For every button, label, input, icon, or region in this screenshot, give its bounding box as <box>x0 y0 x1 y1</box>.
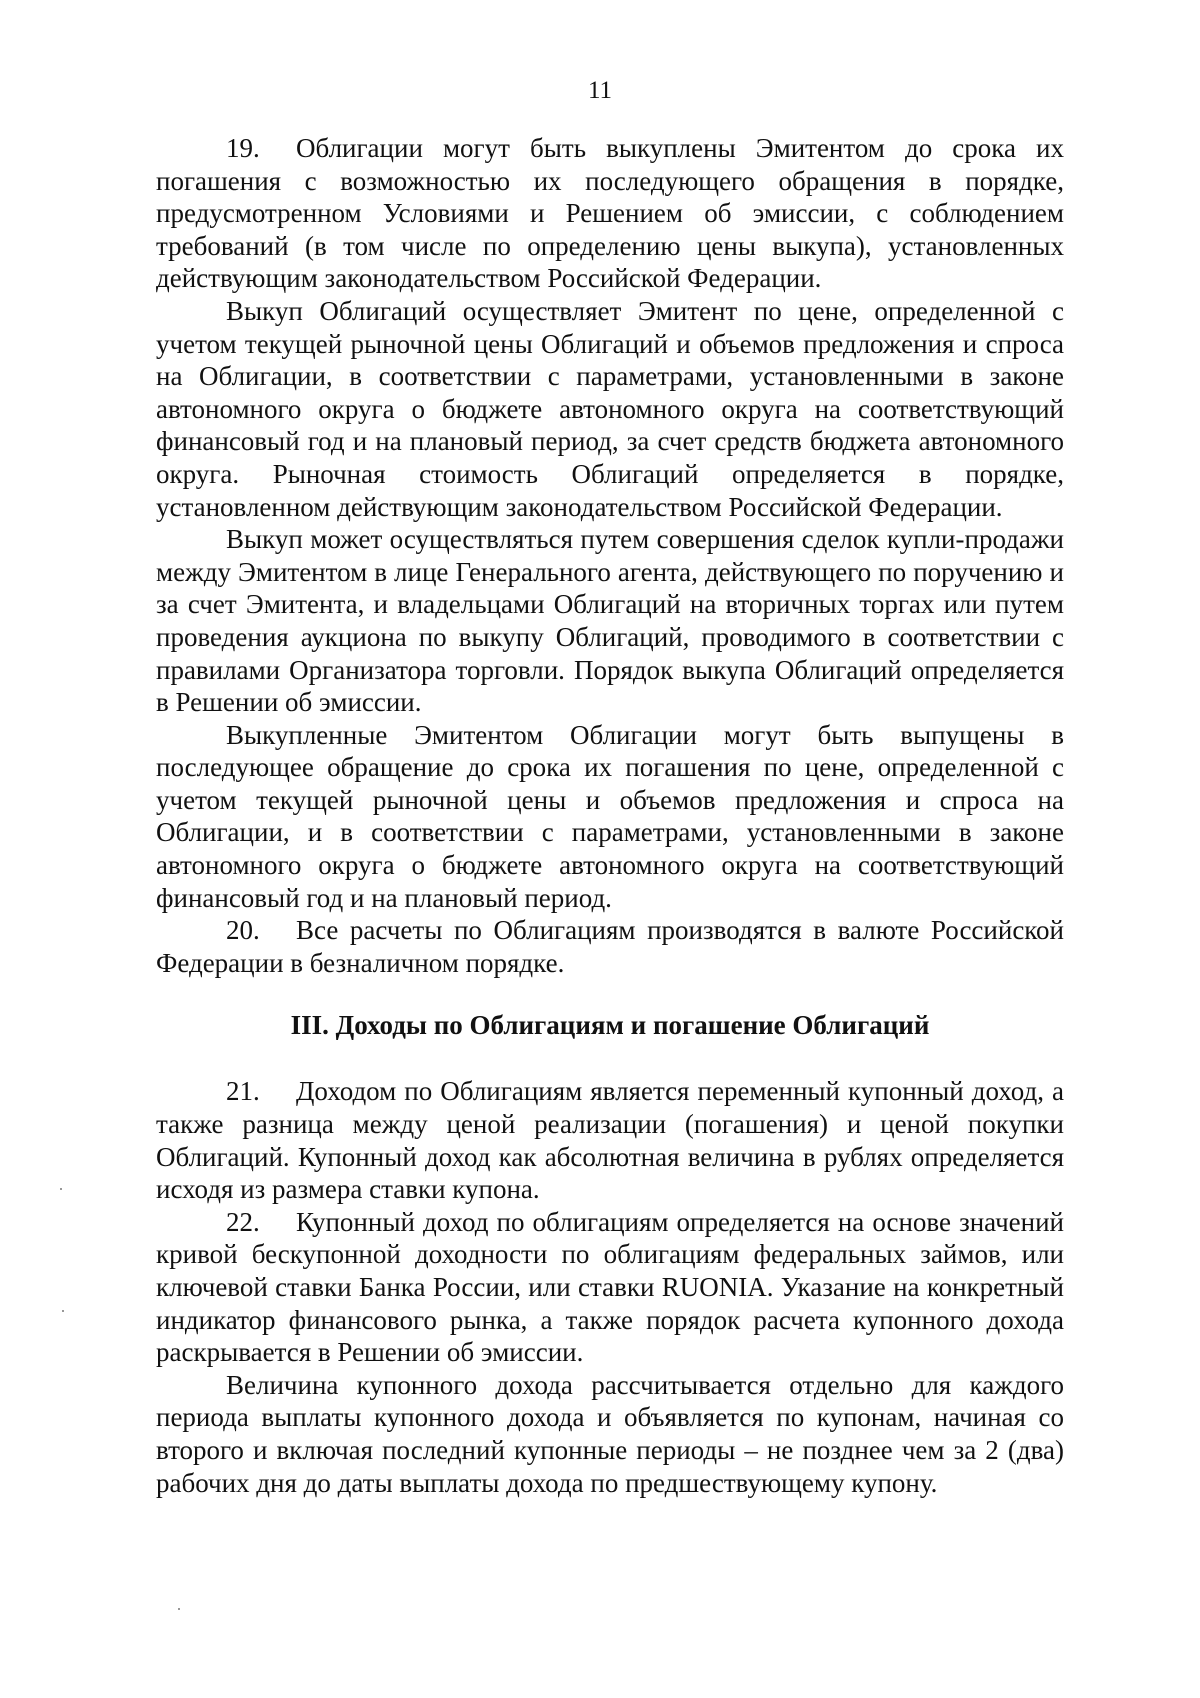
paragraph-text: Доходом по Облигациям является переменный купонный доход, а также разница между ценой реализации (погашения) и ценой покупки Облигаций. Купонный доход как абсолютная величина в рублях определяется исходя из размера ставки купона. <box>156 1076 1064 1205</box>
scan-speck <box>178 1608 180 1610</box>
paragraph-number: 19. <box>226 133 260 163</box>
paragraphs-before-heading <box>156 132 1064 979</box>
paragraph-number: 20. <box>226 915 260 946</box>
paragraph <box>156 1369 1064 1499</box>
section-heading: III. Доходы по Облигациям и погашение Облигаций <box>290 1010 930 1041</box>
paragraph-number: 22. <box>226 1206 260 1237</box>
paragraph <box>156 1206 1064 1369</box>
paragraph-text: Величина купонного дохода рассчитывается отдельно для каждого периода выплаты купонного дохода и объявляется по купонам, начиная со второго и включая последний купонные периоды – не позднее чем за 2 (два) рабочих дня до даты выплаты дохода по предшествующему купону. <box>156 1369 1064 1498</box>
scan-speck <box>60 1188 62 1190</box>
paragraph-text: Выкуп Облигаций осуществляет Эмитент по цене, определенной с учетом текущей рыночной цены Облигаций и объемов предложения и спроса на Облигации, в соответствии с параметрами, установленными в законе автономного округа о бюджете автономного округа на соответствующий финансовый год и на плановый период, за счет средств бюджета автономного округа. Рыночная стоимость Облигаций определяется в порядке, установленном действующим законодательством Российской Федерации. <box>156 295 1064 522</box>
paragraph <box>156 1075 1064 1205</box>
page-number: 11 <box>587 77 613 104</box>
paragraph <box>156 914 1064 979</box>
paragraph-text: Облигации могут быть выкуплены Эмитентом до срока их погашения с возможностью их последующего обращения в порядке, предусмотренном Условиями и Решением об эмиссии, с соблюдением требований (в том числе по определению цены выкупа), установленных действующим законодательством Российской Федерации. <box>156 133 1064 294</box>
paragraph-text: Выкупленные Эмитентом Облигации могут быть выпущены в последующее обращение до срока их погашения по цене, определенной с учетом текущей рыночной цены и объемов предложения и спроса на Облигации, и в соответствии с параметрами, установленными в законе автономного округа о бюджете автономного округа на соответствующий финансовый год и на плановый период. <box>156 719 1064 913</box>
paragraph-text: Купонный доход по облигациям определяется на основе значений кривой бескупонной доходности по облигациям федеральных займов, или ключевой ставки Банка России, или ставки RUONIA. Указание на конкретный индикатор финансового рынка, а также порядок расчета купонного дохода раскрывается в Решении об эмиссии. <box>156 1206 1064 1368</box>
paragraph-number: 21. <box>226 1076 260 1107</box>
paragraph <box>156 523 1064 719</box>
paragraph <box>156 295 1064 523</box>
paragraph-text: Выкуп может осуществляться путем совершения сделок купли-продажи между Эмитентом в лице Генерального агента, действующего по поручению и за счет Эмитента, и владельцами Облигаций на вторичных торгах или путем проведения аукциона по выкупу Облигаций, проводимого в соответствии с правилами Организатора торговли. Порядок выкупа Облигаций определяется в Решении об эмиссии. <box>156 524 1064 718</box>
paragraph <box>156 719 1064 915</box>
scan-speck <box>62 1310 64 1312</box>
paragraph-text: Все расчеты по Облигациям производятся в валюте Российской Федерации в безналичном порядке. <box>156 915 1064 978</box>
paragraphs-after-heading <box>156 1075 1064 1499</box>
paragraph <box>156 132 1064 295</box>
document-body <box>156 132 1064 1499</box>
